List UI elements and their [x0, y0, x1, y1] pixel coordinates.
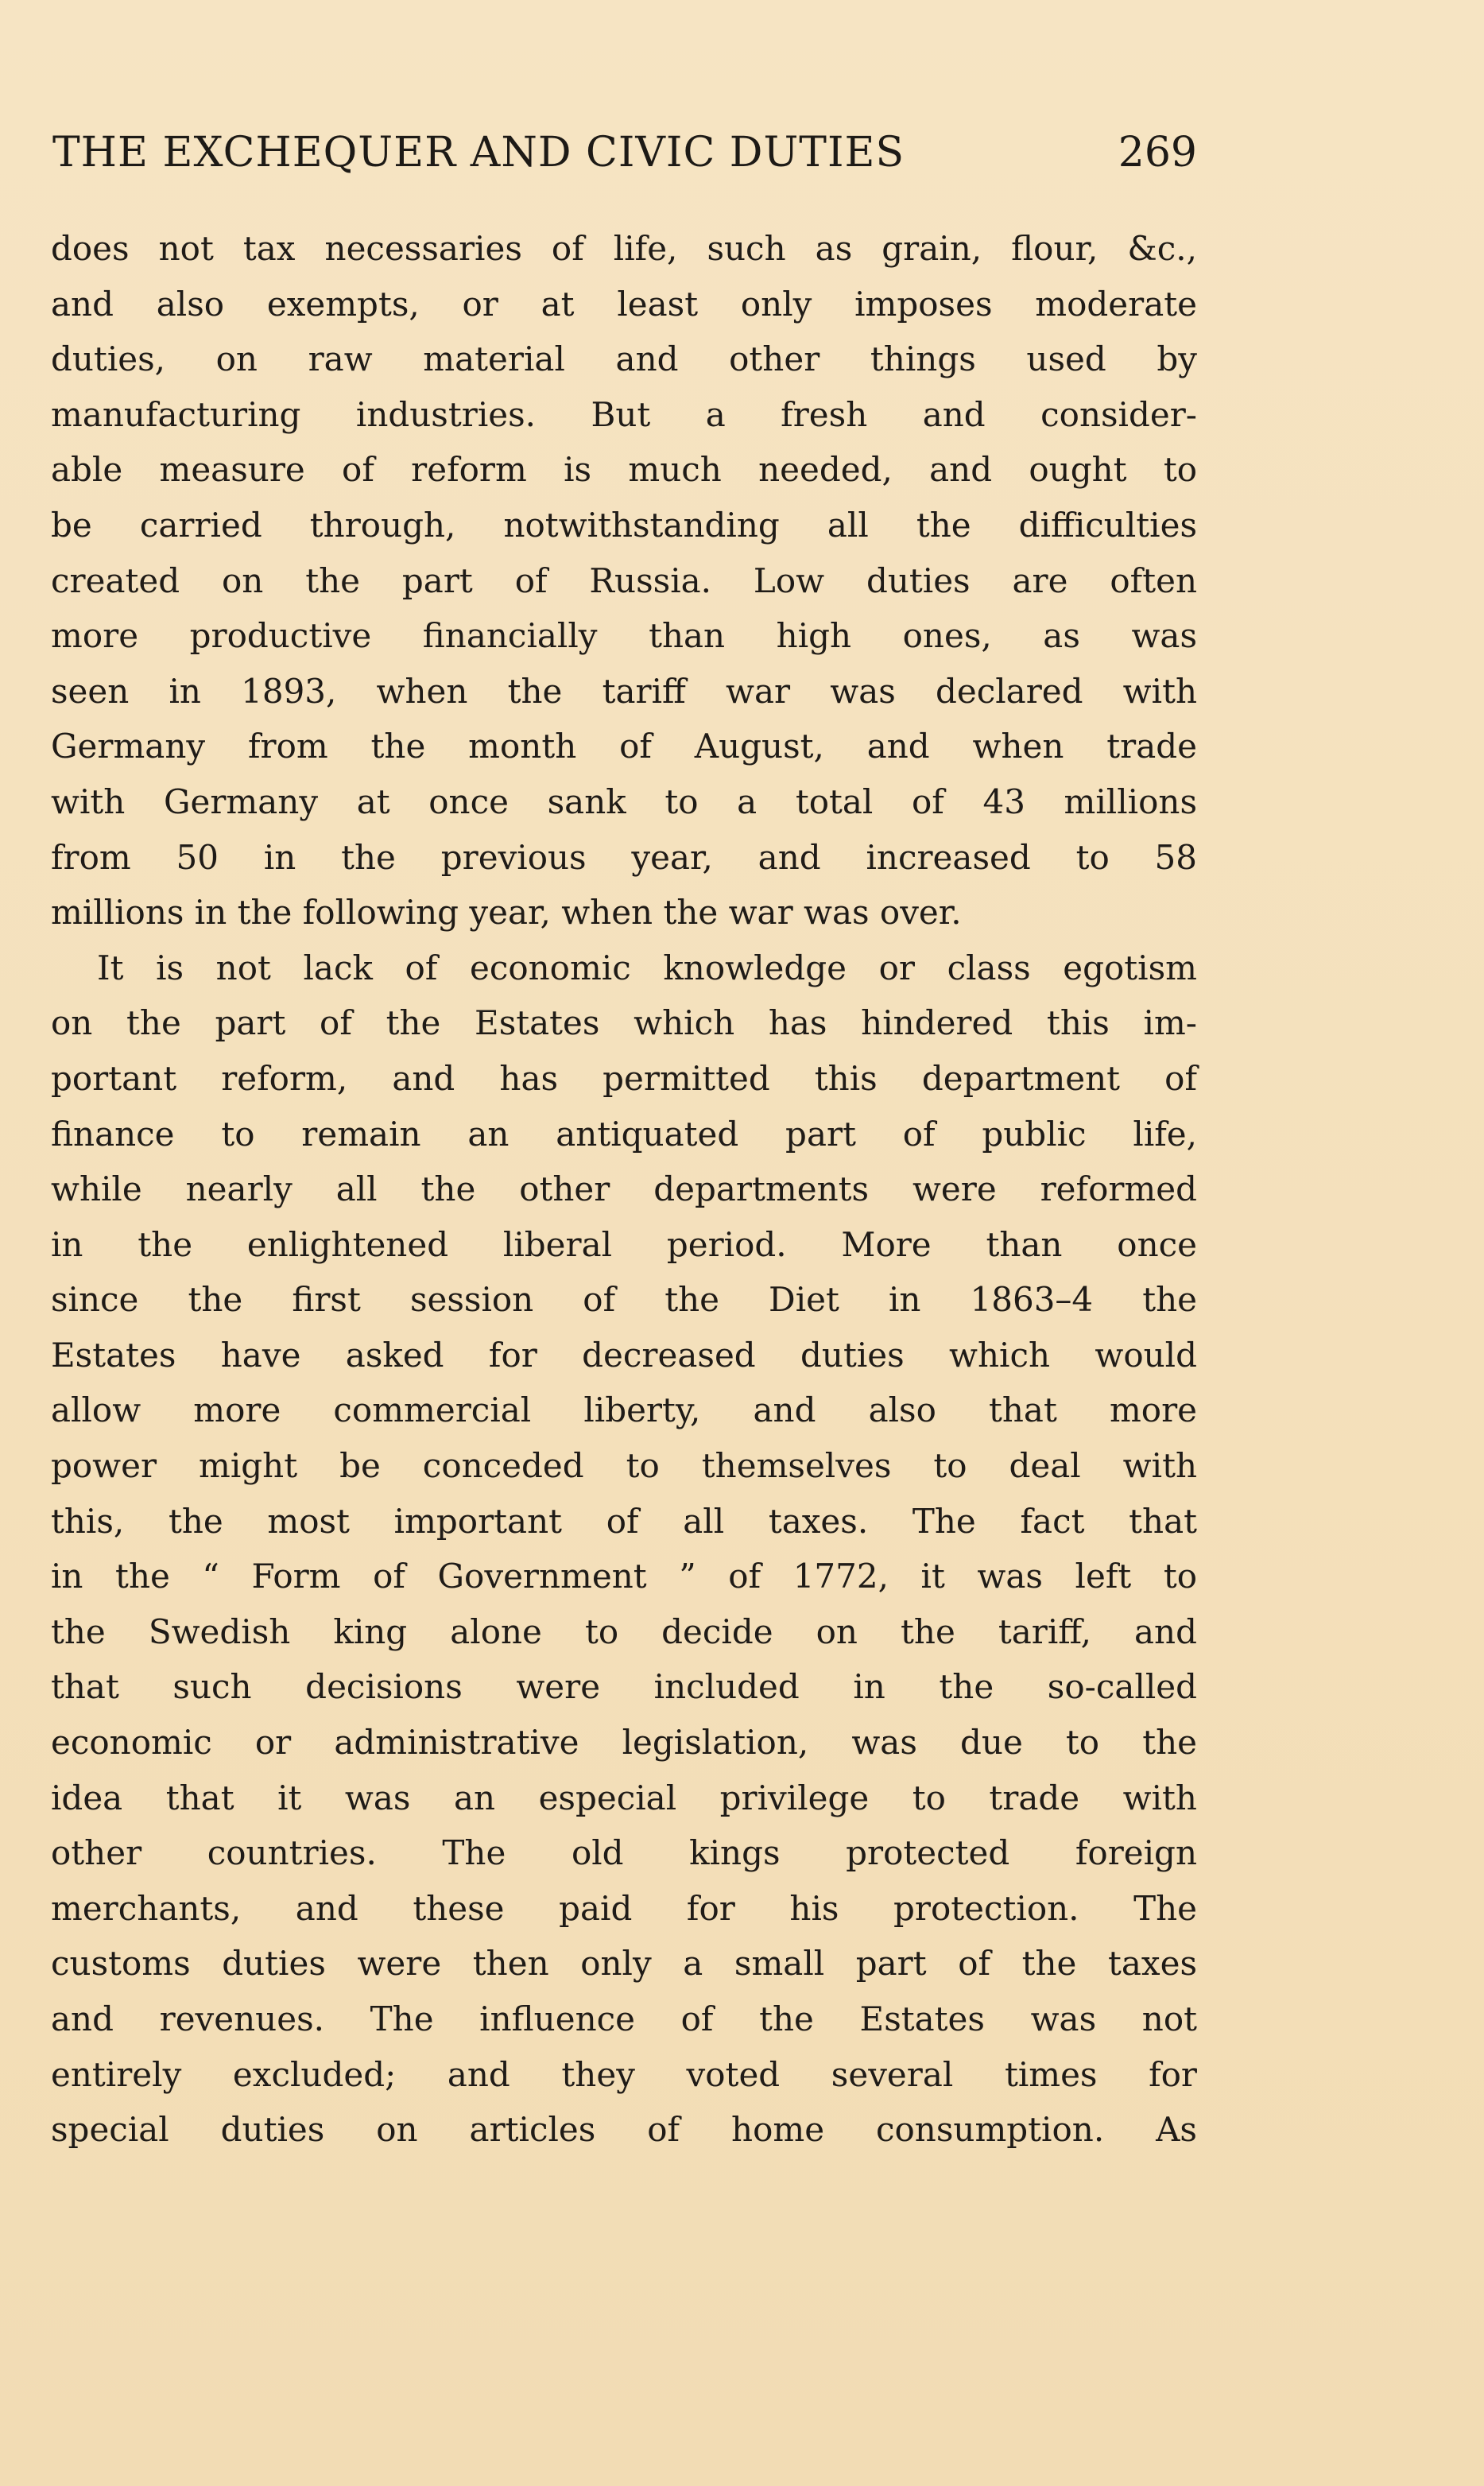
text-line: does not tax necessaries of life, such as grain, flour, &c.,	[51, 229, 1197, 268]
text-line: since the first session of the Diet in 1863–4 the	[51, 1280, 1197, 1320]
paragraph-2	[51, 940, 1197, 2158]
text-line: seen in 1893, when the tariff war was declared with	[51, 671, 1197, 711]
running-title: THE EXCHEQUER AND CIVIC DUTIES	[52, 129, 905, 176]
text-line: economic or administrative legislation, was due to the	[51, 1723, 1197, 1763]
text-line: duties, on raw material and other things used by	[51, 339, 1197, 379]
text-line: other countries. The old kings protected foreign	[51, 1833, 1197, 1873]
paragraph-1	[51, 221, 1197, 940]
running-header	[52, 129, 1197, 192]
text-line: able measure of reform is much needed, and ought to	[51, 450, 1197, 490]
text-line: millions in the following year, when the war was over.	[51, 893, 962, 933]
text-line: Germany from the month of August, and when trade	[51, 727, 1197, 766]
text-line: Estates have asked for decreased duties which would	[51, 1335, 1197, 1375]
text-line: in the enlightened liberal period. More than once	[51, 1224, 1197, 1264]
text-line: with Germany at once sank to a total of 43 millions	[51, 781, 1197, 821]
text-line: entirely excluded; and they voted several times for	[51, 2054, 1197, 2094]
text-line: merchants, and these paid for his protection. The	[51, 1888, 1197, 1928]
text-line: this, the most important of all taxes. The fact that	[51, 1501, 1197, 1541]
text-line: It is not lack of economic knowledge or class egotism	[97, 948, 1197, 987]
text-line: more productive financially than high ones, as was	[51, 616, 1197, 656]
text-line: created on the part of Russia. Low duties are often	[51, 560, 1197, 600]
text-line: the Swedish king alone to decide on the tariff, and	[51, 1611, 1197, 1651]
text-line: from 50 in the previous year, and increased to 58	[51, 837, 1197, 877]
text-line: that such decisions were included in the so-called	[51, 1667, 1197, 1707]
text-line: and also exempts, or at least only imposes moderate	[51, 284, 1197, 324]
text-line: while nearly all the other departments were reformed	[51, 1169, 1197, 1209]
text-line: and revenues. The influence of the Estates was not	[51, 1999, 1197, 2038]
text-line: portant reform, and has permitted this department of	[51, 1058, 1197, 1098]
text-line: special duties on articles of home consumption. As	[51, 2110, 1197, 2150]
text-line: customs duties were then only a small part of the taxes	[51, 1944, 1197, 1984]
text-line: allow more commercial liberty, and also that more	[51, 1390, 1197, 1430]
text-line: on the part of the Estates which has hindered this im-	[51, 1003, 1197, 1043]
text-line: finance to remain an antiquated part of public life,	[51, 1114, 1197, 1154]
text-line: idea that it was an especial privilege to trade with	[51, 1778, 1197, 1817]
text-line: be carried through, notwithstanding all the difficulties	[51, 505, 1197, 545]
page-number: 269	[1118, 129, 1197, 176]
text-line: power might be conceded to themselves to deal with	[51, 1446, 1197, 1486]
text-line: manufacturing industries. But a fresh and consider-	[51, 394, 1197, 434]
body-text	[51, 221, 1197, 2158]
text-line: in the “ Form of Government ” of 1772, it was left to	[51, 1557, 1197, 1596]
